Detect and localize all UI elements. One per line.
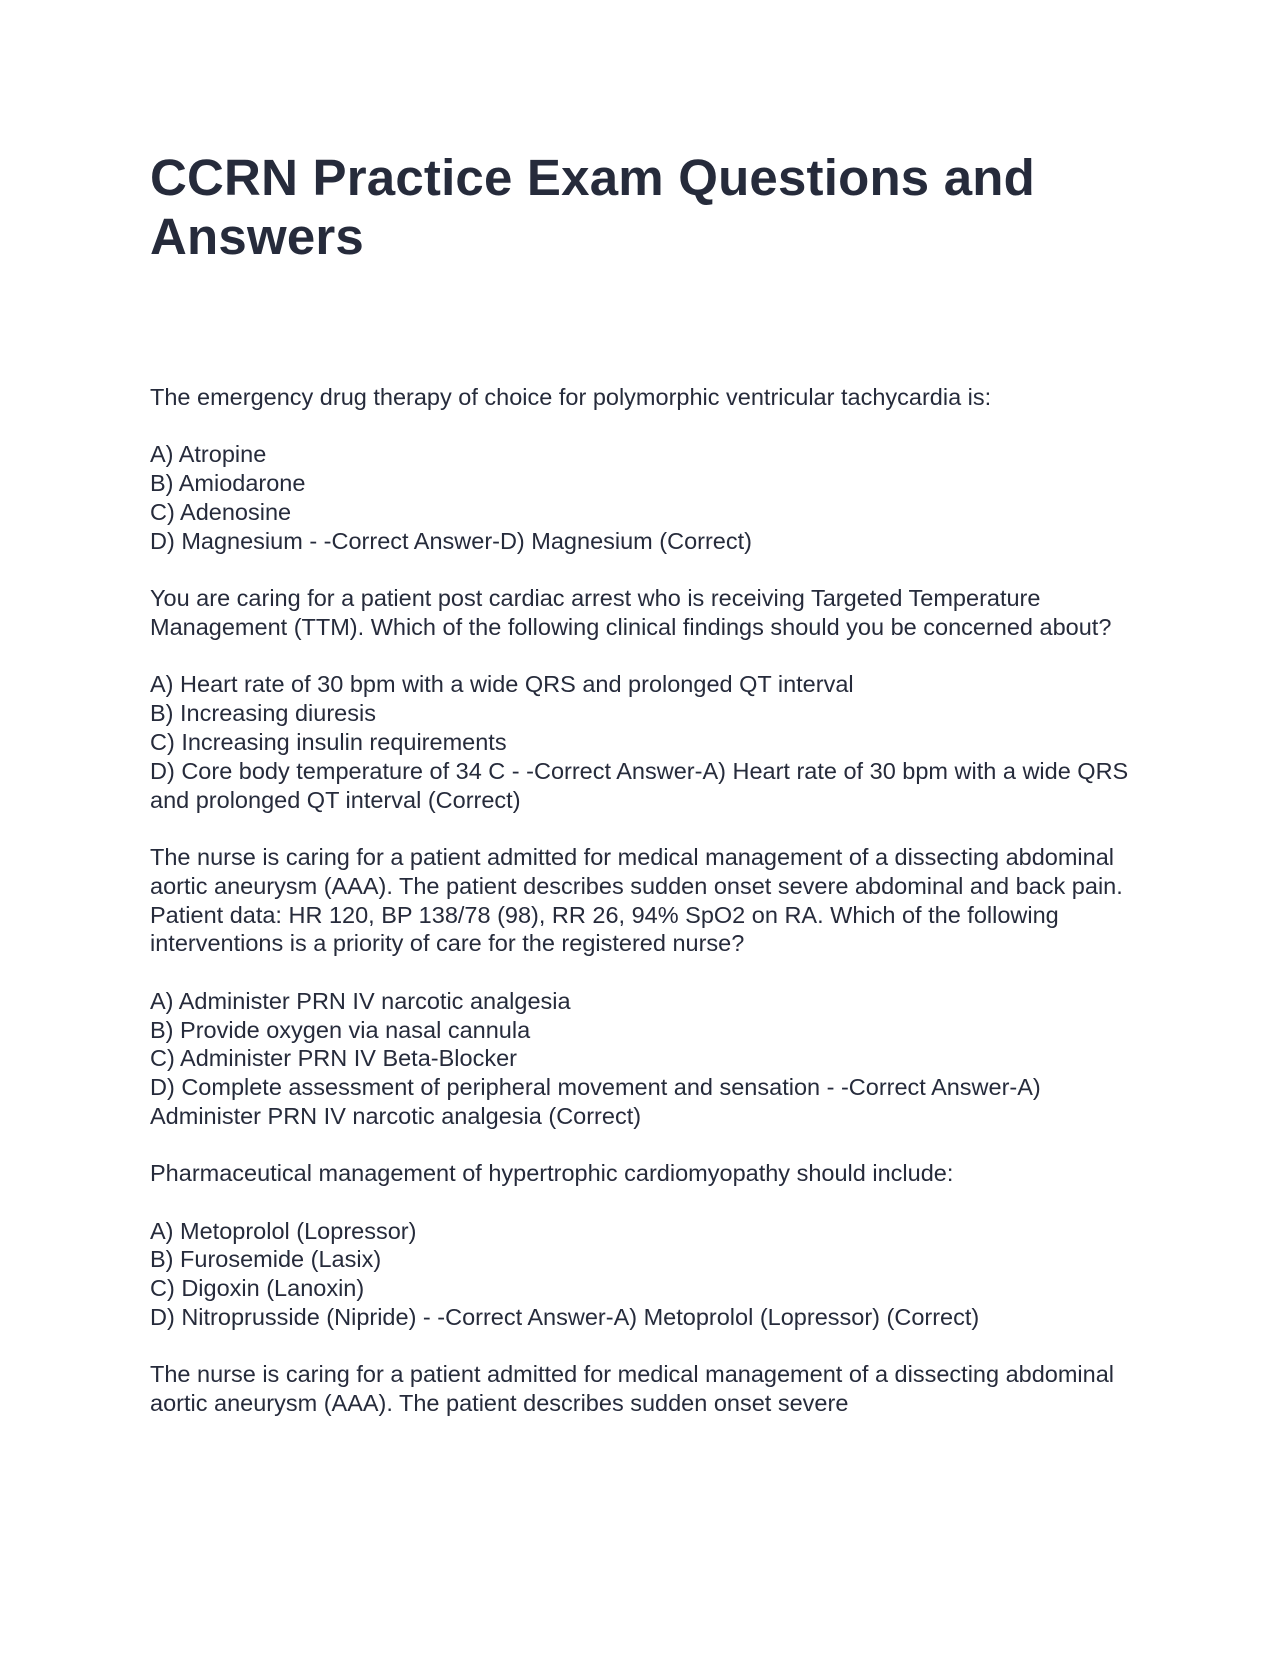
document-title: CCRN Practice Exam Questions and Answers bbox=[150, 149, 1036, 265]
option-c: C) Increasing insulin requirements bbox=[150, 728, 507, 755]
option-a: A) Metoprolol (Lopressor) bbox=[150, 1217, 417, 1244]
question-stem: The emergency drug therapy of choice for polymorphic ventricular tachycardia is: bbox=[150, 384, 992, 410]
question-stem: The nurse is caring for a patient admitted for medical management of a dissecting abdominal aortic aneurysm (AAA). The patient describes sudden onset severe abdominal and back pain. Patient data: HR 120, BP 138/78 (98), RR 26, 94% SpO2 on RA. Which of the following interventions is a priority of care for the registered nurse? bbox=[150, 843, 1123, 957]
option-c: C) Administer PRN IV Beta-Blocker bbox=[150, 1045, 517, 1072]
option-c: C) Adenosine bbox=[150, 498, 292, 525]
option-b: B) Increasing diuresis bbox=[150, 700, 376, 727]
option-d-with-answer: D) Complete assessment of peripheral movement and sensation - -Correct Answer-A) Administer PRN IV narcotic analgesia (Correct) bbox=[150, 1074, 1041, 1129]
answer-options bbox=[150, 440, 1130, 555]
option-c: C) Digoxin (Lanoxin) bbox=[150, 1275, 365, 1302]
answer-options bbox=[150, 1217, 1130, 1332]
question-stem: Pharmaceutical management of hypertrophic cardiomyopathy should include: bbox=[150, 1160, 954, 1187]
question-list bbox=[150, 383, 1130, 1418]
option-d-with-answer: D) Nitroprusside (Nipride) - -Correct Answer-A) Metoprolol (Lopressor) (Correct) bbox=[150, 1304, 980, 1331]
option-d-with-answer: D) Magnesium - -Correct Answer-D) Magnesium (Correct) bbox=[150, 527, 752, 554]
question-stem: The nurse is caring for a patient admitted for medical management of a dissecting abdominal aortic aneurysm (AAA). The patient describes sudden onset severe bbox=[150, 1361, 1115, 1417]
option-a: A) Heart rate of 30 bpm with a wide QRS and prolonged QT interval bbox=[150, 671, 854, 698]
option-a: A) Atropine bbox=[150, 441, 267, 468]
option-a: A) Administer PRN IV narcotic analgesia bbox=[150, 987, 571, 1014]
question-stem: You are caring for a patient post cardiac arrest who is receiving Targeted Temperature Management (TTM). Which of the following clinical findings should you be concerned about? bbox=[150, 585, 1112, 640]
document-page bbox=[150, 0, 1130, 1447]
answer-options bbox=[150, 670, 1130, 814]
option-b: B) Amiodarone bbox=[150, 470, 306, 497]
option-d-with-answer: D) Core body temperature of 34 C - -Correct Answer-A) Heart rate of 30 bpm with a wide QRS and prolonged QT interval (Correct) bbox=[150, 757, 1129, 813]
option-b: B) Furosemide (Lasix) bbox=[150, 1246, 382, 1273]
option-b: B) Provide oxygen via nasal cannula bbox=[150, 1016, 531, 1043]
answer-options bbox=[150, 987, 1130, 1131]
